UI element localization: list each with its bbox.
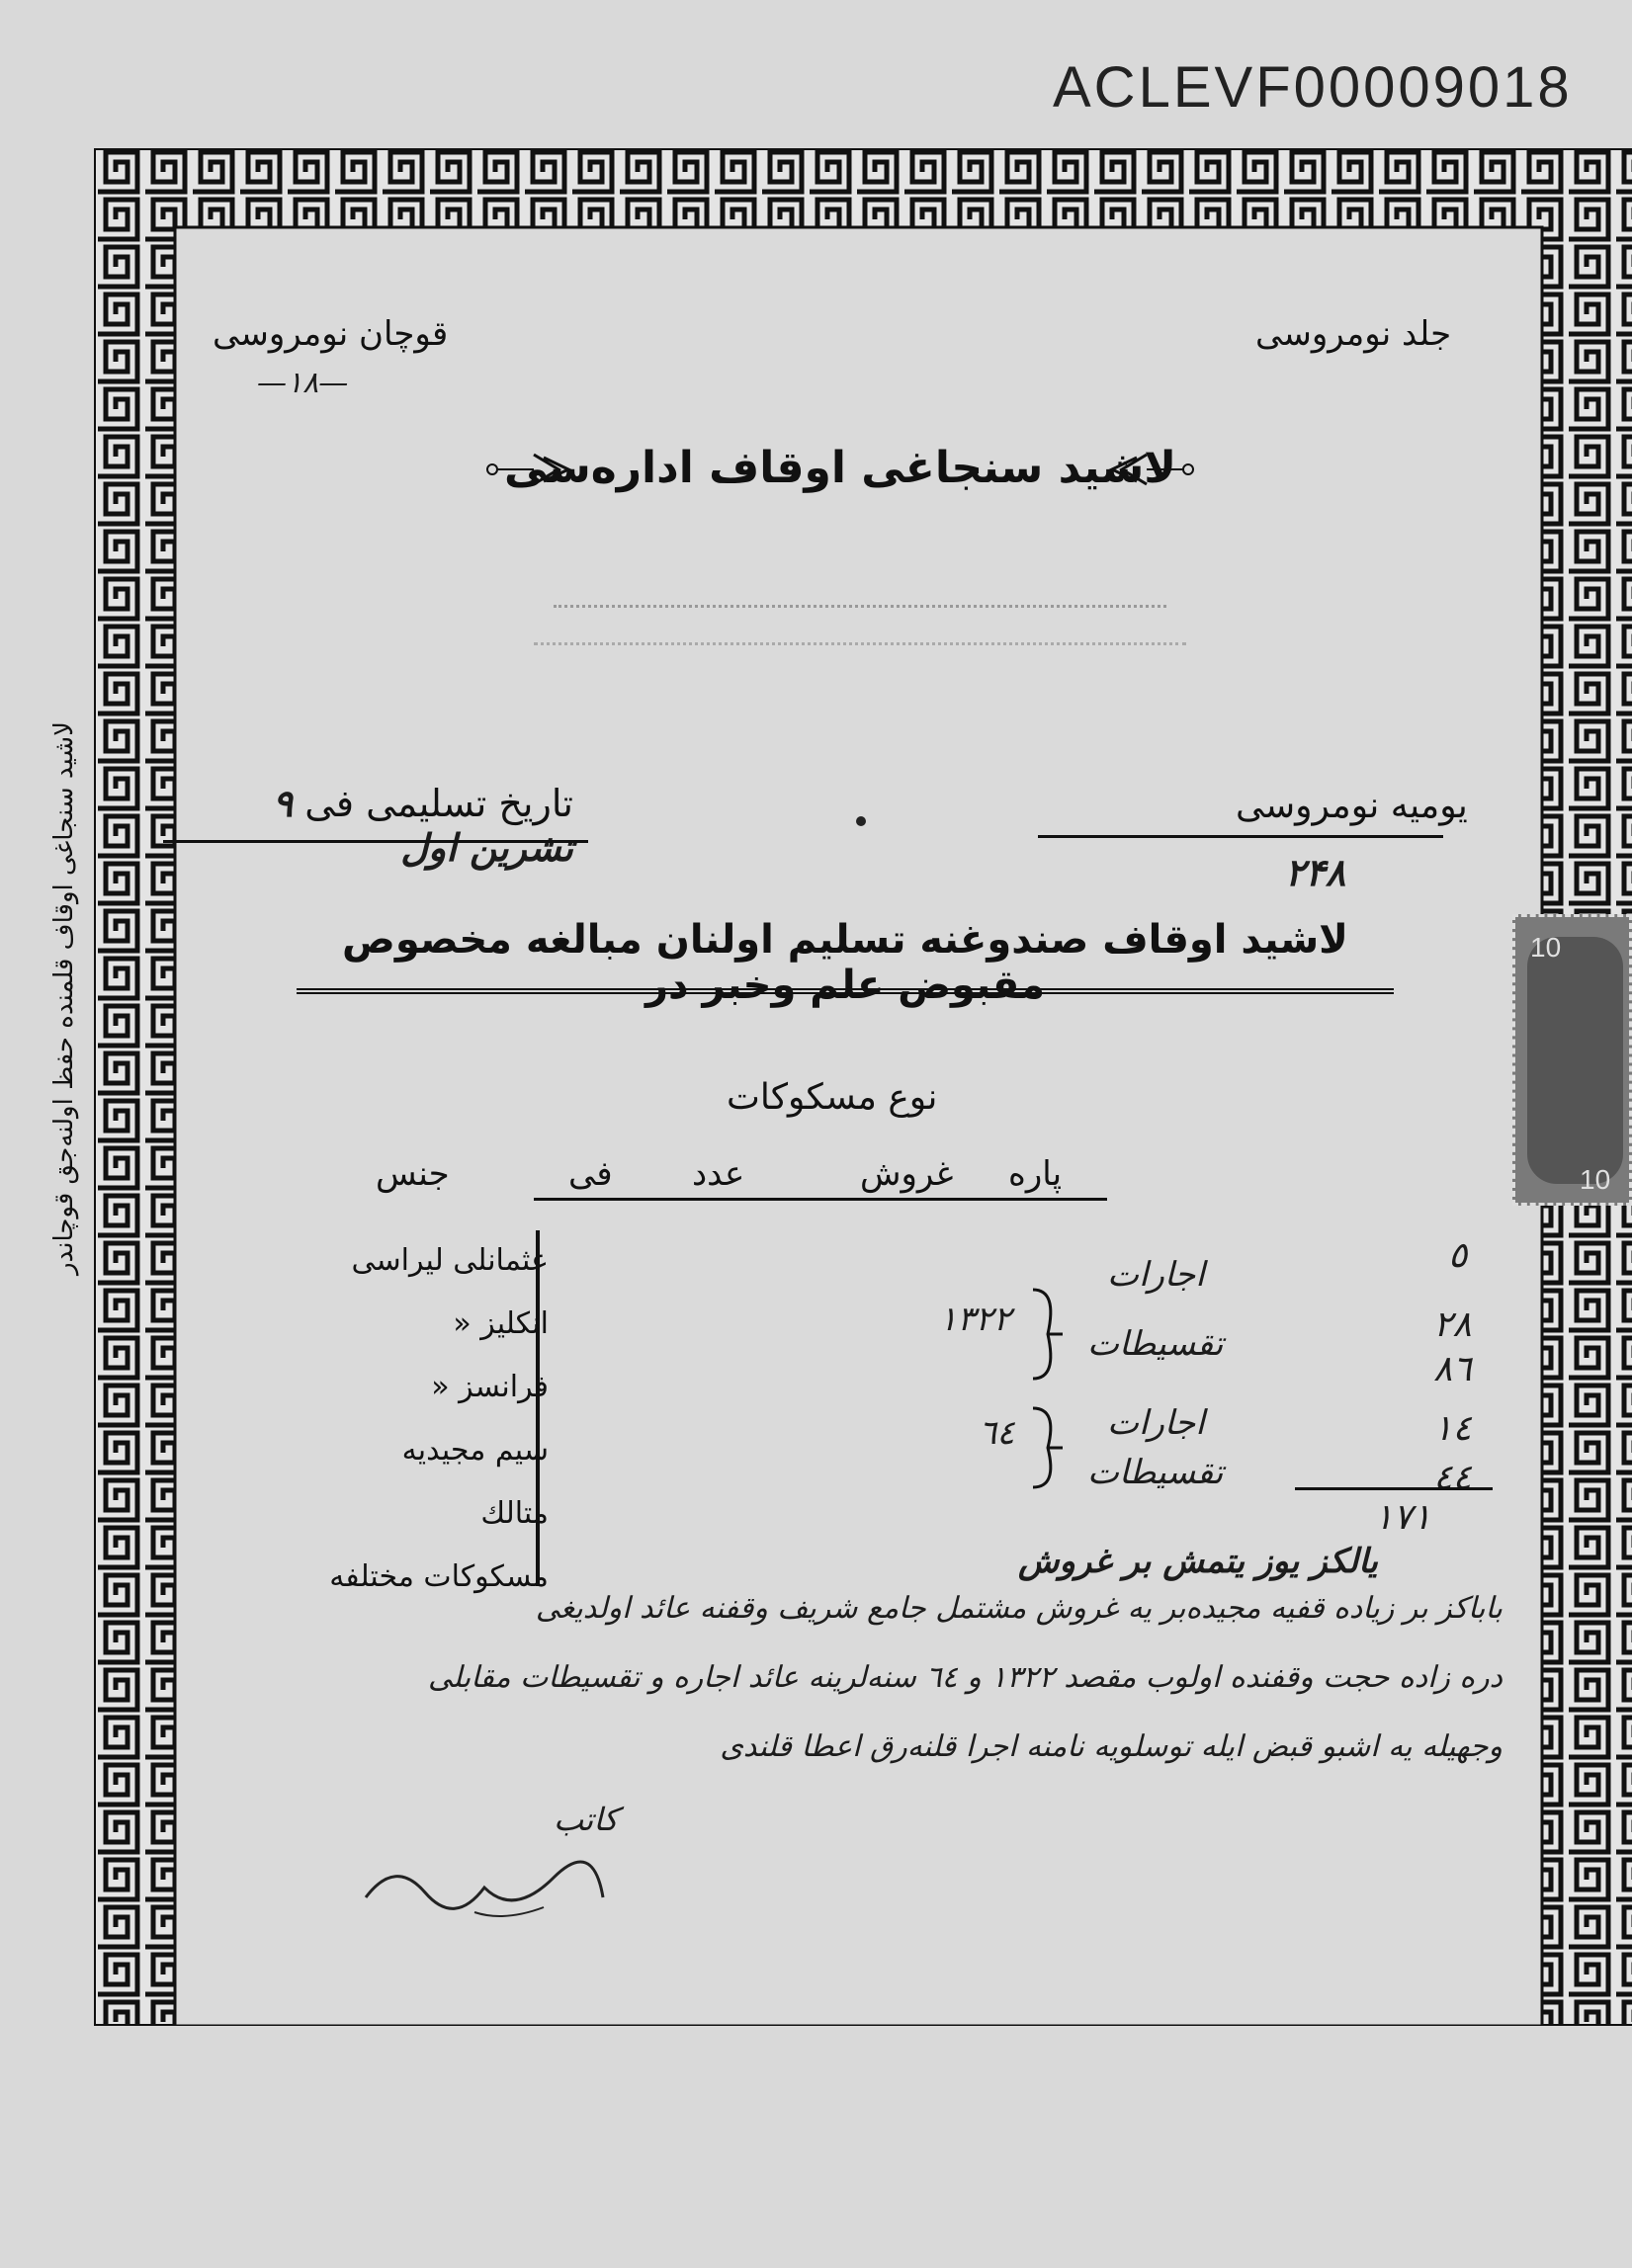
daily-underline: [1038, 835, 1443, 838]
row-mixed-coins: مسکوکات مختلفه: [329, 1559, 549, 1594]
sum-line: [1295, 1487, 1493, 1490]
volume-number-label: جلد نومروسی: [1255, 314, 1452, 354]
faint-text-line: [554, 605, 1166, 608]
entry-installments: تقسیطات: [1087, 1453, 1224, 1492]
statement-underline: [297, 988, 1394, 994]
receipt-statement: لاشید اوقاف صندوغنه تسلیم اولنان مبالغه مخصوص مقبوض علم وخبر در: [342, 917, 1348, 1008]
row-english: انکلیز «: [453, 1306, 549, 1341]
brace-icon: [1028, 1403, 1068, 1492]
column-para: پاره: [1008, 1154, 1063, 1194]
title-ornament-right-icon: [1107, 450, 1196, 489]
stamp-value-top: 10: [1530, 932, 1562, 963]
handwritten-line: باباکز بر زیاده قفیه مجیده‌بر یه غروش مشتمل جامع شریف وقفنه عائد اولدیغی: [535, 1591, 1503, 1626]
column-count: عدد: [692, 1154, 745, 1194]
column-divider: [536, 1230, 540, 1586]
archive-reference: ACLEVF00009018: [1053, 55, 1573, 120]
column-header-underline: [534, 1198, 1107, 1201]
revenue-stamp: [1512, 914, 1632, 1206]
entry-rents: اجارات: [1107, 1403, 1205, 1443]
page-title: لاشید سنجاغی اوقاف اداره‌سی: [503, 443, 1177, 493]
stamp-portrait: [1527, 937, 1623, 1184]
column-price: فی: [568, 1154, 613, 1194]
delivery-date-label: تاریخ تسلیمی فی: [304, 782, 573, 825]
column-kind: جنس: [376, 1154, 450, 1194]
entry-installments: تقسیطات: [1087, 1324, 1224, 1364]
date-underline: [163, 840, 588, 843]
handwritten-line: وجهیله یه اشبو قبض ایله توسلویه نامنه اجرا قلنه‌رق اعطا قلندی: [720, 1729, 1503, 1764]
delivery-date-value: ۹ تشرین اول: [272, 781, 573, 870]
row-metallic: متالك: [480, 1496, 549, 1531]
delivery-date: [158, 781, 573, 870]
daily-number-label: یومیه نومروسی: [1236, 786, 1468, 826]
amount-entry: ٥: [1448, 1235, 1468, 1276]
daily-number-value: ۲۴۸: [1285, 850, 1346, 894]
coin-type-label: نوع مسکوکات: [727, 1077, 938, 1118]
entry-rents: اجارات: [1107, 1255, 1205, 1295]
amount-entry: ١٤: [1433, 1408, 1472, 1449]
side-note: لاشید سنجاغی اوقاف قلمنده حفظ اولنه‌جق قوچاندر: [49, 721, 79, 1276]
coupon-number-value: —۱۸—: [257, 366, 349, 400]
amount-total: ١٧١: [1374, 1497, 1432, 1538]
year-entry: ١٣٢٢: [939, 1300, 1012, 1339]
coupon-number-label: قوچان نومروسی: [213, 314, 449, 354]
total-in-words: یالکز یوز یتمش بر غروش: [1018, 1542, 1378, 1581]
brace-icon: [1028, 1285, 1068, 1384]
stamp-value-bottom: 10: [1580, 1164, 1611, 1195]
row-ottoman-lira: عثمانلی لیراسی: [351, 1243, 549, 1278]
amount-entry: ٤٤: [1433, 1458, 1472, 1498]
year-entry: ٦٤: [979, 1413, 1015, 1453]
signature-scribble: [356, 1838, 613, 1927]
faint-text-line: [534, 642, 1186, 645]
column-kurus: غروش: [860, 1154, 954, 1194]
amount-entry: ٨٦: [1433, 1349, 1472, 1389]
row-silver-mecidiye: سیم مجیدیه: [401, 1433, 549, 1468]
row-french: فرانسز «: [431, 1370, 549, 1404]
amount-entry: ٢٨: [1433, 1304, 1472, 1345]
center-mark: [856, 816, 866, 826]
signature-label: کاتب: [554, 1801, 619, 1838]
handwritten-line: دره زاده حجت وقفنده اولوب مقصد ١٣٢٢ و ٦٤ سنه‌لرینه عائد اجاره و تقسیطات مقابلی: [427, 1660, 1503, 1695]
